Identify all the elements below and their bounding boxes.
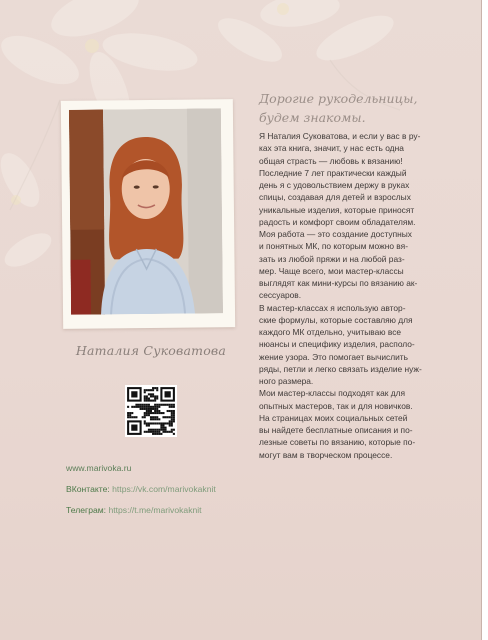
page-edge [482,0,488,640]
vk-label: ВКонтакте: [66,484,110,494]
website-link[interactable]: www.marivoka.ru [66,463,132,473]
photo-caption-author-name: Наталия Суковатова [75,343,227,358]
telegram-link[interactable]: https://t.me/marivokaknit [108,505,202,515]
intro-line: Моя работа — это создание доступных [259,229,412,239]
intro-line: Мои мастер-классы подходят как для [259,388,406,399]
intro-line: Последние 7 лет практически каждый [259,167,407,178]
intro-line: выглядят как мини-курсы по вязанию ак- [259,278,418,288]
intro-line: жение узора. Это помогает вычислить [259,351,408,362]
telegram-link-row [66,500,216,521]
author-photo [69,108,223,315]
intro-line: Я Наталия Суковатова, и если у вас в ру- [259,131,421,141]
intro-line: опытных мастеров, так и для новичков. [259,400,413,411]
qr-code[interactable] [125,385,177,437]
intro-line: и понятных МК, по которым можно вя- [259,241,408,252]
intro-line: ские формулы, которые составляю для [259,314,413,325]
vk-link-row [66,479,216,500]
intro-line: ряды, петли и легко связать изделие нуж- [259,363,422,374]
author-photo-frame [61,99,235,329]
intro-line: На страницах моих социальных сетей [259,412,408,423]
intro-paragraph [259,130,459,461]
intro-line: могут вам в творческом процессе. [259,449,393,460]
intro-line: нюансы и специфику изделия, располо- [259,339,415,350]
telegram-label: Телеграм: [66,505,107,515]
intro-line: ного размера. [259,376,314,386]
intro-line: уникальные изделия, которые приносят [259,204,415,215]
contact-links [66,458,216,521]
intro-line: спицы, создавая для детей и взрослых [259,192,411,203]
intro-line: вы найдете бесплатные описания и по- [259,425,413,435]
intro-line: зать из любой пряжи и на любой раз- [259,253,405,264]
intro-heading: Дорогие рукодельницы, будем знакомы. [259,91,418,125]
intro-line: ках эта книга, значит, у нас есть одна [259,143,404,154]
intro-line: В мастер-классах я использую автор- [259,302,406,313]
intro-line: сессуаров. [259,290,302,301]
intro-line: мер. Чаще всего, мои мастер-классы [259,265,404,276]
intro-line: день я с удовольствием держу в руках [259,180,410,190]
vk-link[interactable]: https://vk.com/marivokaknit [112,484,216,494]
intro-text [259,130,459,461]
intro-line: общая страсть — любовь к вязанию! [259,155,403,166]
intro-line: лезные советы по вязанию, которые по- [259,437,416,448]
intro-line: каждого МК отдельно, учитываю все [259,327,402,337]
intro-line: радость и комфорт своим обладателям. [259,216,416,227]
